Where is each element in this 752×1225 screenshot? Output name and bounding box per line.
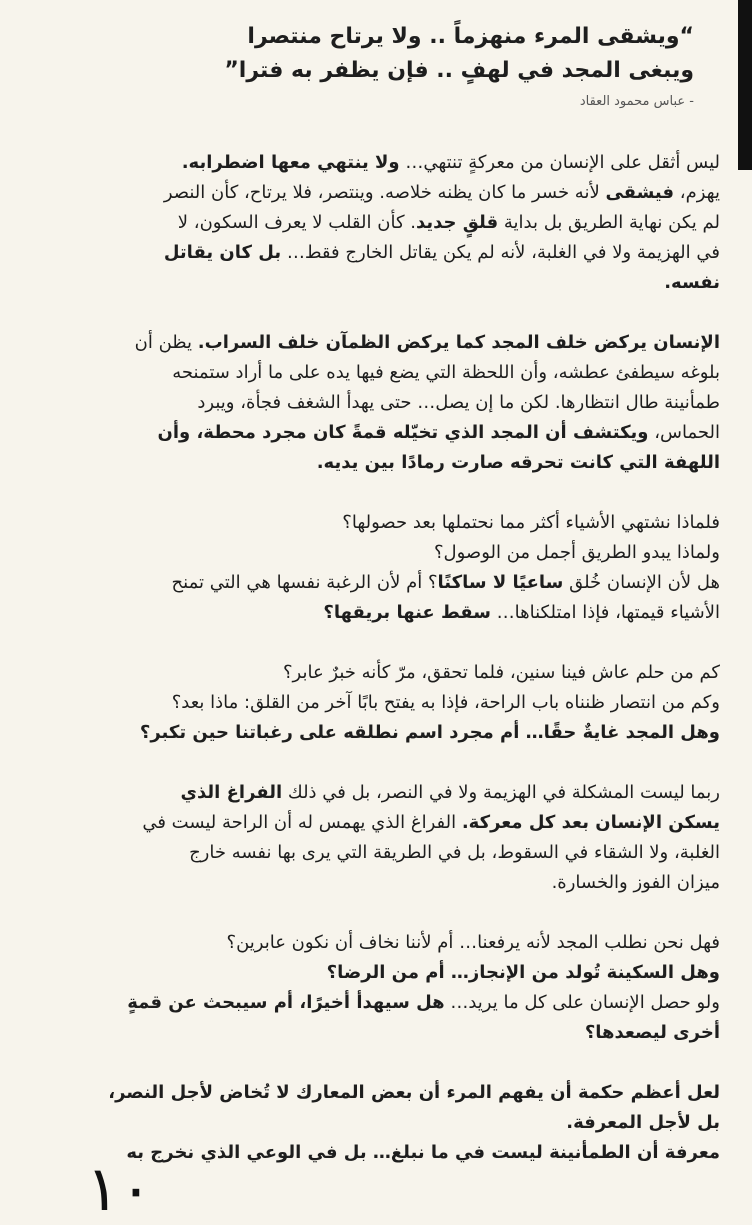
text-segment: ولماذا يبدو الطريق أجمل من الوصول؟ — [434, 542, 720, 563]
text-line — [30, 178, 720, 208]
text-segment: ميزان الفوز والخسارة. — [551, 872, 720, 893]
text-segment: يظن أن — [134, 332, 198, 353]
paragraph — [30, 778, 720, 898]
article-body — [30, 148, 720, 1168]
text-line — [30, 418, 720, 448]
text-line — [30, 1108, 720, 1138]
text-segment: ليس أثقل على الإنسان من معركةٍ تنتهي… — [399, 152, 720, 173]
bold-text: لعل أعظم حكمة أن يفهم المرء أن بعض المعارك لا تُخاض لأجل النصر، — [108, 1082, 720, 1103]
text-line — [30, 928, 720, 958]
quote-author: - عباس محمود العقاد — [579, 94, 694, 109]
text-line — [30, 448, 720, 478]
text-segment: . كأن القلب لا يعرف السكون، لا — [177, 212, 416, 233]
bold-text: أخرى ليصعدها؟ — [584, 1022, 720, 1043]
text-line — [30, 358, 720, 388]
text-line — [30, 328, 720, 358]
text-segment: بلوغه سيطفئ عطشه، وأن اللحظة التي يضع فيها يده على ما أراد ستمنحه — [172, 362, 720, 383]
bold-text: الفراغ الذي — [180, 782, 283, 803]
bold-text: وهل المجد غايةٌ حقًا… أم مجرد اسم نطلقه على رغباتنا حين تكبر؟ — [139, 722, 720, 743]
bold-text: بل كان يقاتل — [163, 242, 282, 263]
text-segment: لم يكن نهاية الطريق بل بداية — [498, 212, 720, 233]
bold-text: سقط عنها بريقها؟ — [323, 602, 491, 623]
text-segment: كم من حلم عاش فينا سنين، فلما تحقق، مرّ كأنه خبرٌ عابر؟ — [282, 662, 720, 683]
paragraph — [30, 328, 720, 478]
text-segment: هل لأن الإنسان خُلق — [563, 572, 720, 593]
text-line — [30, 718, 720, 748]
bold-text: وهل السكينة تُولد من الإنجاز… أم من الرضا؟ — [326, 962, 720, 983]
bold-text: هل سيهدأ أخيرًا، أم سيبحث عن قمةٍ — [127, 992, 445, 1013]
text-line — [30, 238, 720, 268]
bold-text: يسكن الإنسان بعد كل معركة. — [461, 812, 720, 833]
text-segment: ؟ أم لأن الرغبة نفسها هي التي تمنح — [171, 572, 438, 593]
text-line — [30, 868, 720, 898]
text-segment: فهل نحن نطلب المجد لأنه يرفعنا… أم لأننا نخاف أن نكون عابرين؟ — [226, 932, 720, 953]
bold-text: نفسه. — [664, 272, 720, 293]
bold-text: فيشقى — [605, 182, 675, 203]
bold-text: ولا ينتهي معها اضطرابه. — [181, 152, 400, 173]
paragraph — [30, 508, 720, 628]
text-line — [30, 838, 720, 868]
text-line — [30, 988, 720, 1018]
quote-line-2: ويبغى المجد في لهفٍ .. فإن يظفر به فترا” — [224, 58, 694, 83]
text-line — [30, 148, 720, 178]
text-segment: الفراغ الذي يهمس له أن الراحة ليست في — [142, 812, 462, 833]
bold-text: الإنسان يركض خلف المجد كما يركض الظمآن خلف السراب. — [197, 332, 720, 353]
text-line — [30, 808, 720, 838]
text-segment: الأشياء قيمتها، فإذا امتلكناها… — [490, 602, 720, 623]
text-segment: الحماس، — [648, 422, 720, 443]
text-line — [30, 1078, 720, 1108]
text-line — [30, 538, 720, 568]
page-number: ١٠ — [86, 1152, 153, 1225]
opening-quote — [84, 20, 694, 88]
text-line — [30, 268, 720, 298]
text-line — [30, 1018, 720, 1048]
scroll-indicator[interactable] — [738, 0, 752, 170]
text-segment: يهزم، — [674, 182, 720, 203]
bold-text: اللهفة التي كانت تحرقه صارت رمادًا بين يديه. — [316, 452, 720, 473]
text-line — [30, 688, 720, 718]
text-segment: طمأنينة طال انتظارها. لكن ما إن يصل… حتى يهدأ الشغف فجأة، ويبرد — [197, 392, 720, 413]
paragraph — [30, 928, 720, 1048]
text-segment: ولو حصل الإنسان على كل ما يريد… — [444, 992, 720, 1013]
text-line — [30, 598, 720, 628]
paragraph — [30, 658, 720, 748]
text-segment: ربما ليست المشكلة في الهزيمة ولا في النصر، بل في ذلك — [282, 782, 720, 803]
text-segment: في الهزيمة ولا في الغلبة، لأنه لم يكن يقاتل الخارج فقط… — [281, 242, 720, 263]
text-line — [30, 958, 720, 988]
text-line — [30, 778, 720, 808]
text-line — [30, 208, 720, 238]
bold-text: قلقٍ جديد — [415, 212, 499, 233]
text-segment: فلماذا نشتهي الأشياء أكثر مما نحتملها بعد حصولها؟ — [342, 512, 720, 533]
paragraph — [30, 148, 720, 298]
text-segment: الغلبة، ولا الشقاء في السقوط، بل في الطريقة التي يرى بها نفسه خارج — [189, 842, 720, 863]
text-line — [30, 568, 720, 598]
text-line — [30, 388, 720, 418]
bold-text: معرفة أن الطمأنينة ليست في ما نبلغ… بل في الوعي الذي نخرج به — [126, 1142, 720, 1163]
text-line — [30, 508, 720, 538]
quote-line-1: “ويشقى المرء منهزماً .. ولا يرتاح منتصرا — [247, 24, 694, 49]
bold-text: بل لأجل المعرفة. — [566, 1112, 720, 1133]
bold-text: ساعيًا لا ساكنًا — [437, 572, 564, 593]
text-segment: وكم من انتصار ظنناه باب الراحة، فإذا به يفتح بابًا آخر من القلق: ماذا بعد؟ — [171, 692, 720, 713]
text-line — [30, 658, 720, 688]
text-segment: لأنه خسر ما كان يظنه خلاصه. وينتصر، فلا يرتاح، كأن النصر — [163, 182, 606, 203]
bold-text: ويكتشف أن المجد الذي تخيّله قمةً كان مجرد محطة، وأن — [157, 422, 649, 443]
